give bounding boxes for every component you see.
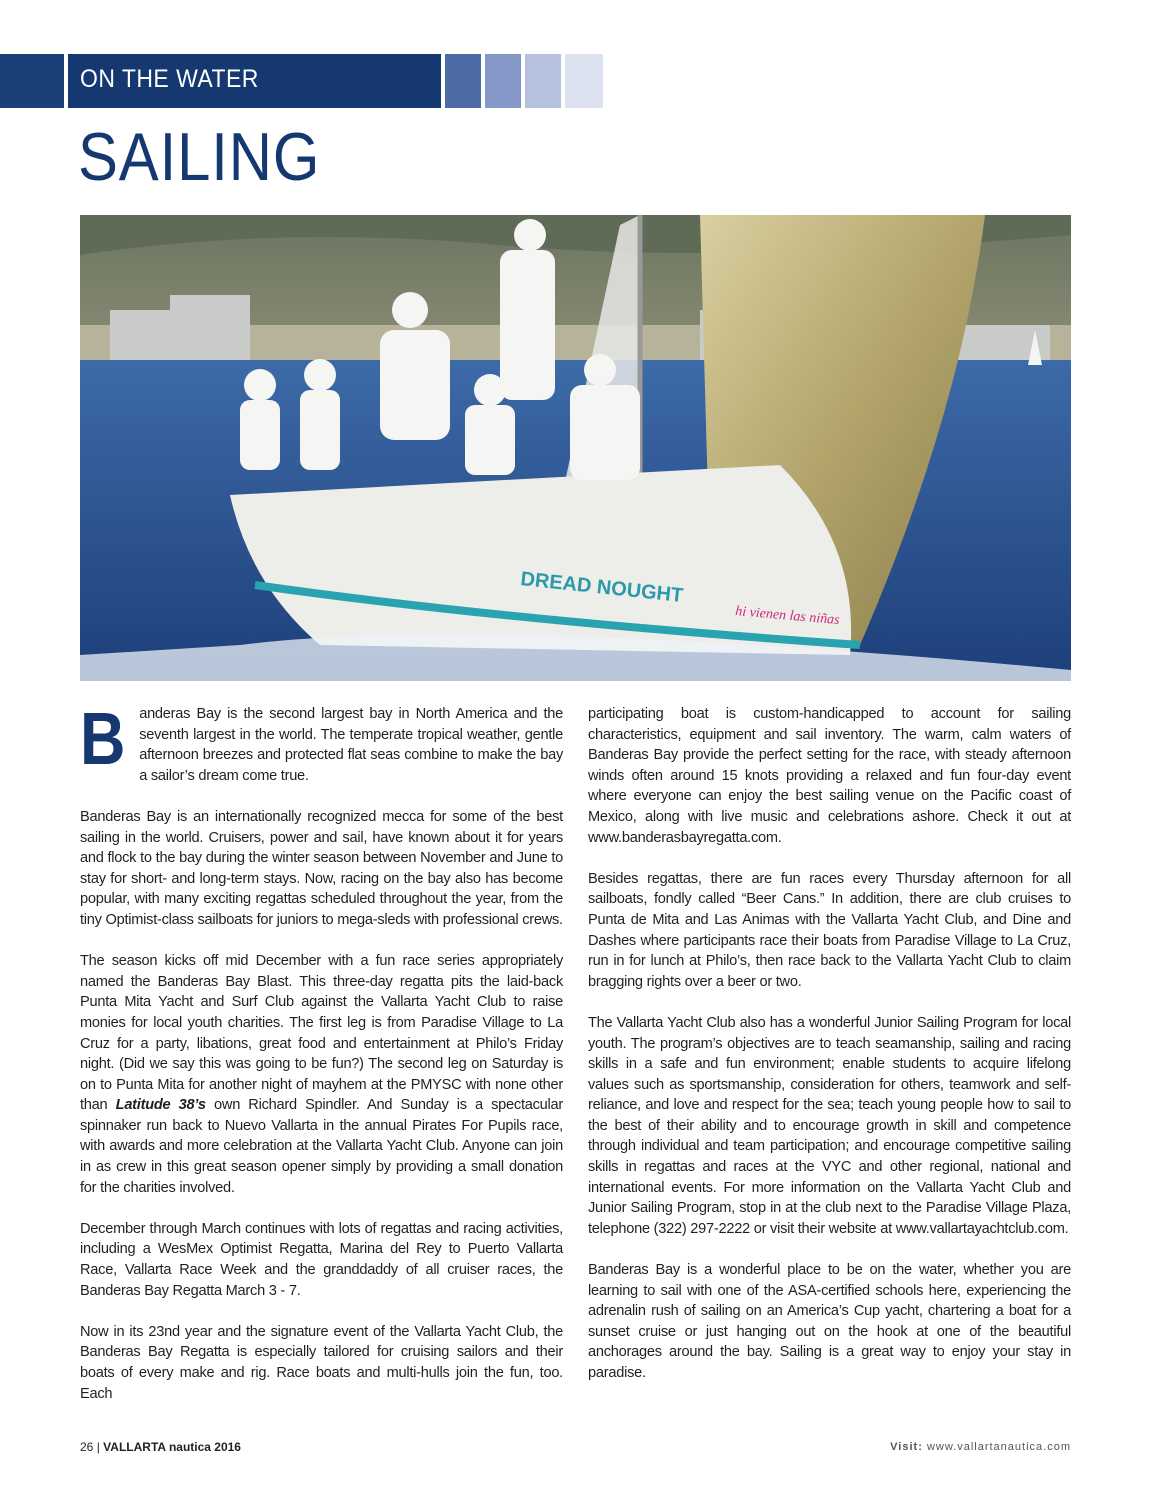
hull-slogan: hi vienen las niñas (734, 604, 841, 629)
section-label: ON THE WATER (80, 65, 259, 93)
paragraph-3-before: The season kicks off mid December with a fun race series appropriately named the Banderas Bay Blast. This three-day regatta pits the laid-back Punta Mita Yacht and Surf Club against the Vallarta Yacht Club to raise monies for local youth charities. The first leg is from Paradise Village to La Cruz for a party, libations, great food and entertainment at Philo’s Friday night. (Did we say this was going to be fun?) The second leg on Saturday is on to Punta Mita for another night of mayhem at the PMYSC with none other than (80, 953, 563, 1114)
section-band-tint-3 (525, 54, 561, 108)
section-band-tint-1 (445, 54, 481, 108)
publication-name: VALLARTA nautica 2016 (103, 1440, 241, 1454)
website-link[interactable]: www.vallartanautica.com (926, 1441, 1071, 1453)
section-band-left (0, 54, 64, 108)
paragraph-4: December through March continues with lots of regattas and racing activities, including a WesMex Optimist Regatta, Marina del Rey to Puerto Vallarta Race, Vallarta Race Week and the granddaddy of all cruiser races, the Banderas Bay Regatta March 3 - 7. (80, 1220, 563, 1299)
section-band-tint-2 (485, 54, 521, 108)
paragraph-7: Besides regattas, there are fun races every Thursday afternoon for all sailboats, fondly called “Beer Cans.” In addition, there are club cruises to Punta de Mita and Las Animas with the Vallarta Yacht Club, and Dine and Dashes where participants race their boats from Paradise Village to La Cruz, run in for lunch at Philo’s, then race back to the Vallarta Yacht Club to claim bragging rights over a beer or two. (588, 870, 1071, 990)
visit-label: Visit: (890, 1441, 923, 1453)
sailboat-illustration (80, 215, 1071, 681)
paragraph-9: Banderas Bay is a wonderful place to be on the water, whether you are learning to sail with one of the ASA-certified schools here, experiencing the adrenalin rush of sailing on an America’s Cup yacht, chartering a boat for a sunset cruise or just hanging out on the hook at one of the beautiful anchorages around the bay. Sailing is a great way to enjoy your stay in paradise. (588, 1262, 1071, 1381)
paragraph-3-after: own Richard Spindler. And Sunday is a spectacular spinnaker run back to Nuevo Vallarta in the annual Pirates For Pupils race, with awards and more celebration at the Vallarta Yacht Club. Anyone can join in as crew in this great season opener simply by providing a small donation for the charities involved. (80, 1097, 564, 1196)
intro-text: anderas Bay is the second largest bay in North America and the seventh largest in the world. The temperate tropical weather, gentle afternoon breezes and protected flat seas combine to make the bay a sailor’s dream come true. (139, 706, 563, 784)
paragraph-2: Banderas Bay is an internationally recognized mecca for some of the best sailing in the world. Cruisers, power and sail, have known about it for years and flock to the bay during the winter season between November and June to stay for short- and long-term stays. Now, racing on the bay also has become popular, with many exciting regattas scheduled throughout the year, from the tiny Optimist-class sailboats for juniors to mega-sleds with professional crews. (80, 808, 563, 928)
footer-website (890, 1441, 1071, 1453)
section-band-title (68, 54, 441, 108)
paragraph-8: The Vallarta Yacht Club also has a wonderful Junior Sailing Program for local youth. The program’s objectives are to teach seamanship, sailing and racing skills in a safe and fun environment; enable students to acquire lifelong values such as sportsmanship, consideration for others, teamwork and self-reliance, and love and respect for the sea; teach young people how to sail to the best of their ability and to encourage growth in skill and competence through individual and team participation; and encourage competitive sailing skills in regattas and races at the VYC and other regional, national and international events. For more information on the Vallarta Yacht Club and Junior Sailing Program, stop in at the club next to the Paradise Village Plaza, telephone (322) 297-2222 or visit their website at www.vallartayachtclub.com. (588, 1014, 1071, 1237)
footer-folio (80, 1440, 241, 1454)
article-column-left (80, 697, 564, 1425)
drop-cap: B (80, 697, 126, 780)
boat-hull (230, 465, 851, 655)
paragraph-5: Now in its 23nd year and the signature event of the Vallarta Yacht Club, the Banderas Bay Regatta is especially tailored for cruising sailors and their boats of every make and rig. Race boats and multi-hulls join the fun, too. Each (80, 1323, 563, 1402)
sailboat-photo (80, 215, 1071, 681)
page-number: 26 (80, 1440, 94, 1454)
paragraph-6: participating boat is custom-handicapped to account for sailing characteristics, equipment and sail inventory. The warm, calm waters of Banderas Bay provide the perfect setting for the race, with steady afternoon winds often around 15 knots providing a relaxed and fun four-day event where everyone can enjoy the best sailing venue on the Pacific coast of Mexico, along with live music and celebrations ashore. Check it out at www.banderasbayregatta.com. (588, 706, 1071, 846)
paragraph-intro (80, 697, 563, 786)
paragraph-3 (80, 951, 563, 1198)
section-band-tint-4 (565, 54, 603, 108)
folio-separator: | (96, 1440, 100, 1454)
article-column-right (588, 704, 1071, 1404)
headline: SAILING (78, 119, 321, 195)
publication-reference: Latitude 38’s (115, 1097, 206, 1114)
boat-name: DREAD NOUGHT (519, 568, 685, 608)
